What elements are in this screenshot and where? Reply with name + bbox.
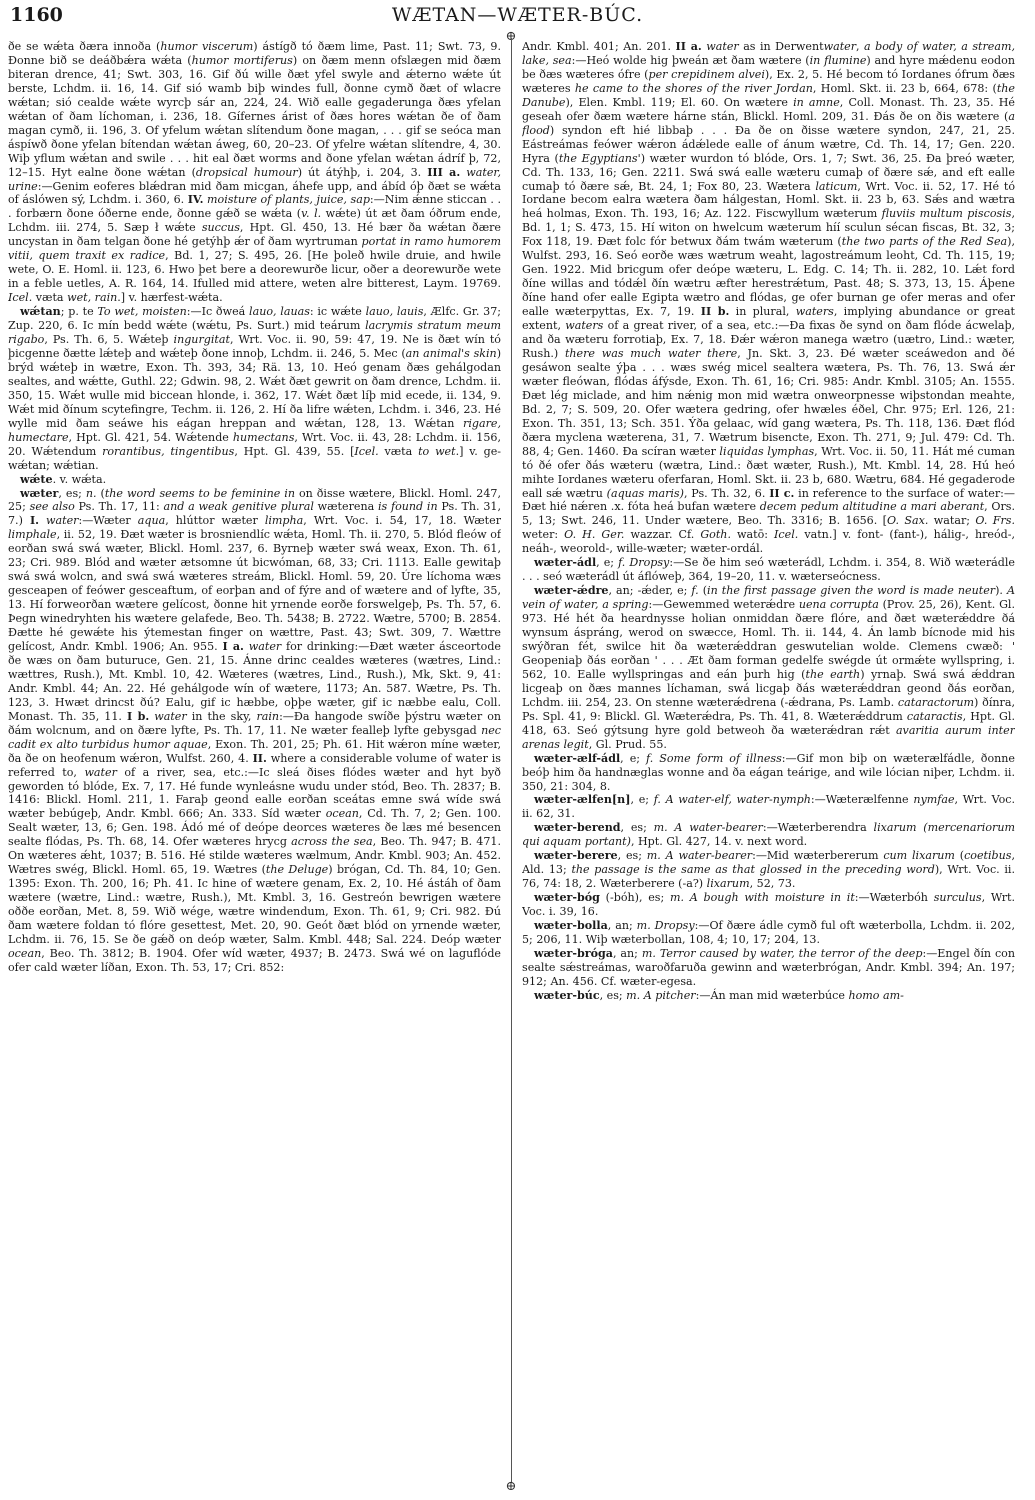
entry-text: :—Gif mon biþ on wæterælfádle, ðonne beóþ him ða handnæglas wonne and ða eágan teárige, and wile lócian niþer, Lchdm. ii. 350, 21: 304, 8. <box>522 751 1015 793</box>
dictionary-entry <box>522 584 1015 751</box>
gloss-text: fluviis multum piscosis <box>881 207 1012 221</box>
gloss-text: Some form of illness <box>659 751 782 765</box>
gloss-text: rain <box>256 709 280 723</box>
entry-text: ). <box>995 584 1007 598</box>
gloss-text: v. l. <box>301 207 322 221</box>
dictionary-entry <box>522 989 1015 1003</box>
headword: wæter-bolla <box>534 919 608 933</box>
headword: wæter-bróga <box>534 946 613 960</box>
column-rule <box>511 38 512 1483</box>
dictionary-entry <box>8 40 501 305</box>
entry-text: in reference to the surface of water:—Ðæt hié nǽren .x. fóta heá bufan wætere <box>522 486 1015 514</box>
entry-text: ) brógan, Cd. Th. 84, 10; Gen. 1395: Exon. Th. 200, 16; Ph. 41. Ic hine of wætere genam, Ex. 2, 10. Hé ástáh of ðam wætere (wætre, Lind.: wætre, Rush.), Mt. Kmbl. 3, 16. Gestreón bewrigen wætere oððe eorðan, Met. 8, 59. Wið wége, wætre windendum, Exon. Th. 61, 9; Cri. 982. Ðú ðam wætere foldan tó flóre gesettest, Met. 20, 90. Geót ðæt blód on yrnende wæter, Lchdm. ii. 76, 15. Se ðe gǽð on deóp wæter, Salm. Kmbl. 448; Sal. 224. Deóp wæter <box>8 863 501 946</box>
gloss-text: limphale <box>8 528 57 542</box>
gloss-text: m. <box>626 988 641 1002</box>
entry-text: , 52, 73. <box>749 877 796 891</box>
entry-text: , Ald. 13; <box>522 849 1015 877</box>
entry-text: , es; <box>599 988 627 1002</box>
entry-text: :—Mid wæterbererum <box>752 849 884 863</box>
gloss-text: the Egyptians' <box>558 151 641 165</box>
gloss-text: water <box>248 639 282 653</box>
entry-text: , e; <box>596 556 619 570</box>
entry-text: . v. wǽta. <box>52 472 107 486</box>
entry-text: , Cd. Th. 7, 2; Gen. 100. Sealt wæter, 13, 6; Gen. 198. Ádó mé of deópe deorces wæteres ðe læs mé besencen sealte flódas, Ps. Th. 68, 14. Ofer wæteres hrycg <box>8 807 501 849</box>
gloss-text: lauo, lauis <box>365 305 424 319</box>
gloss-text: laticum <box>815 179 858 193</box>
gloss-text: waters <box>565 319 604 333</box>
entry-text: :—Nim ǽnne sticcan . . . forbærn ðone óðerne ende, ðonne gǽð se wǽta ( <box>8 193 501 221</box>
gloss-text: to wet <box>418 444 456 458</box>
entry-text: , Exon. Th. 201, 25; Ph. 61. Hit wǽron míne wæter, ða ðe on heofenum wǽron, Wulfst. 260, 4. <box>8 737 501 765</box>
entry-text: :—Engel ðín con sealte sǽstreámas, waroðfaruða gewinn and wæterbrógan, Andr. Kmbl. 394; An. 197; 912; An. 456. Cf. wæter-egesa. <box>522 946 1015 988</box>
gloss-text: n. <box>85 486 97 500</box>
gloss-text: m. <box>669 891 684 905</box>
entry-text: , Hpt. Gl. 450, 13. Hé bær ða wǽtan ðære uncystan in ðam telgan ðone hé getýhþ ǽr of ðam wyrtruman <box>8 221 501 249</box>
headword: IV. <box>187 193 204 207</box>
entry-text: (Prov. 25, 26), Kent. Gl. 973. Hé hét ða heardnysse holian onmiddan ðære flóre, and ðæt wæterǽddre ðá wynsum áspráng, werod on swæcce, Homl. Th. ii. 144, 4. Án lamb bícnode mid his swýðran fét, swilce hit ða wæterǽddran geswutelian wolde. Clemens cwæð: ' Geopeniaþ ðás eorðan ' . . . Æt ðam forman gedelfe swégde út ormǽte wyllspring, i. 562, 10. Ealle wyllspringas and eán þurh hig ( <box>522 598 1015 681</box>
headword: wǽtan <box>20 305 61 319</box>
entry-text: , Jn. Skt. 3, 23. Ðé wæter sceáwedon and ðé gesáwon sealte ýþa . . . wæs swég micel sealtera wætera, Ps. Th. 76, 13. Swá ǽr wæter fleówan, flódas áfýsde, Exon. Th. 61, 16; Cri. 985: Andr. Kmbl. 3105; An. 1555. Ðæt lég miclade, and him nǽnig mon mid wætra onweorpnesse wiþstondan meahte, Bd. 2, 7; S. 509, 20. Ofer wætera gedring, ofer hwæles éðel, Chr. 975; Erl. 126, 21: Exon. Th. 351, 13; Sch. 351. Ýða gelaac, wíd gang wætera, Ps. Th. 118, 136. Ðæt flód ðæra myclena wæterena, 31, 7. Wætrum bisencte, Exon. Th. 271, 9; Jul. 479: Cd. Th. 88, 4; Gen. 1460. Ða scíran wæter <box>522 346 1015 458</box>
headword: II b. <box>700 305 730 319</box>
gloss-text: O. H. Ger. <box>564 528 625 542</box>
entry-text: væta <box>32 291 68 305</box>
gloss-text: Icel. <box>354 444 379 458</box>
headword: wǽte <box>20 472 53 486</box>
gloss-text: coetibus <box>964 849 1012 863</box>
entry-text: :—Wæter <box>78 514 138 528</box>
gloss-text: A water-bearer <box>674 821 763 835</box>
entry-text: (-bóh), es; <box>599 891 670 905</box>
gloss-text: A vein of water, a spring <box>522 584 1015 612</box>
entry-text: , es; <box>617 849 647 863</box>
gloss-text: To wet, moisten <box>97 305 187 319</box>
dictionary-entry <box>522 40 1015 556</box>
entry-text: , Wrt. Voc. ii. 43, 28: Lchdm. ii. 156, 20. Wǽtendum <box>8 430 501 458</box>
entry-text: on ðisse wætere, Blickl. Homl. 247, 25; <box>8 486 501 514</box>
gloss-text: surculus <box>933 891 982 905</box>
entry-text: , Wrt. Voc. i. 54, 17, 18. Wæter <box>303 514 501 528</box>
entry-text: :—Wæterælfenne <box>810 793 914 807</box>
entry-text: :—Wæterberendra <box>762 821 874 835</box>
gloss-text: humectans <box>232 430 295 444</box>
gloss-text: a body of water, a stream, lake, sea <box>522 40 1015 67</box>
gloss-text: ocean <box>8 946 42 960</box>
gloss-text: the two parts of the Red Sea <box>841 235 1008 249</box>
entry-text: , e; <box>620 751 647 765</box>
gloss-text: he came to the shores of the river Jordan <box>574 81 813 95</box>
gloss-text: water, urine <box>8 165 501 193</box>
entry-text: , an; <box>607 919 637 933</box>
entry-text: , Homl. Skt. ii. 23 b, 664, 678: ( <box>812 81 997 95</box>
gloss-text: Terror caused by water, the terror of the deep <box>659 946 923 960</box>
gloss-text: ocean <box>325 807 359 821</box>
entry-text: ( <box>954 849 965 863</box>
entry-text: ) syndon eft hié libbaþ . . . Ða ðe on ðisse wætere syndon, 247, 21, 25. Eástreámas feówer wǽron ádǽlede ealle of ánum wætre, Cd. Th. 14, 17; Gen. 220. Hyra ( <box>522 123 1015 165</box>
gloss-text: O. Sax. <box>887 514 929 528</box>
gloss-text: portat in ramo humorem vitii, quem traxit ex radice <box>8 235 501 263</box>
gloss-text: f. <box>691 584 699 598</box>
gloss-text: humor mortiferus <box>191 53 293 67</box>
gloss-text: cataractis <box>906 709 963 723</box>
gloss-text: in flumine <box>809 53 867 67</box>
entry-text: , Gl. Prud. 55. <box>588 737 667 751</box>
entry-text: weter: <box>522 528 565 542</box>
entry-text: , Wrt. Voc. ii. 50, 11. Hát mé cuman tó ðé ofer ðás wæteru (wætra, Lind.: ðæt wæter, Rush.), Mt. Kmbl. 14, 28. Hú heó mihte Iordanes wæteru oferfaran, Homl. Skt. ii. 23 b, 680. Wætru, 684. Hé gegaderode eall sǽ wætru <box>522 444 1015 500</box>
entry-text: ; p. te <box>60 305 98 319</box>
gloss-text: the passage is the same as that glossed in the preceding word <box>571 863 935 877</box>
entry-text: :—Án man mid wæterbúce <box>695 988 849 1002</box>
entry-text: ) ðínra, Ps. Spl. 41, 9: Blickl. Gl. Wæterǽdra, Ps. Th. 41, 8. Wæterǽddrum <box>522 695 1015 723</box>
entry-text: , an; -ǽder, e; <box>608 584 692 598</box>
entry-text: , Wrt. Voc. ii. 90, 59: 47, 19. Ne is ðæt wín tó þicgenne ðætte lǽteþ and wǽteþ ðone innoþ, Lchdm. ii. 246, 5. Mec ( <box>8 333 501 360</box>
registration-mark-bottom-icon: ⊕ <box>505 1479 517 1494</box>
entry-text: , <box>856 40 865 53</box>
entry-text: watar; <box>928 514 976 528</box>
entry-text: for drinking:—Ðæt wæter ásceortode ðe wæs on ðam buturuce, Gen. 21, 15. Ánne drinc cealdes wæteres (wætres, Lind.: wættres, Rush.), Mt. Kmbl. 10, 42. Wæteres (wætres, Lind., Rush.), Mk, Skt. 9, 41: Andr. Kmbl. 44; An. 22. Hé gehálgode wín of wætere, 1173; An. 587. Wætre, Ps. Th. 123, 3. Hwæt drincst ðú? Ealu, gif ic hæbbe, oþþe wæter, gif ic næbbe ealu, Coll. Monast. Th. 35, 11. <box>8 639 501 723</box>
gloss-text: in amne <box>793 95 840 109</box>
gloss-text: nymfae <box>913 793 955 807</box>
left-column <box>8 40 501 1478</box>
dictionary-entry <box>522 947 1015 989</box>
entry-text: watō: <box>730 528 775 542</box>
entry-text: , Beo. Th. 3812; B. 1904. Ofer wíd wæter, 4937; B. 2473. Swá wé on laguflóde ofer cald wæter líðan, Exon. Th. 53, 17; Cri. 852: <box>8 946 501 974</box>
headword: I. <box>29 514 39 528</box>
gloss-text: humor viscerum <box>160 40 254 53</box>
entry-text: , an; <box>612 946 642 960</box>
headword: I b. <box>127 709 150 723</box>
gloss-text: A pitcher <box>643 988 696 1002</box>
entry-text: :—Gewemmed weterǽdre <box>648 598 799 612</box>
headword: II a. <box>675 40 702 53</box>
dictionary-entry <box>522 821 1015 849</box>
headword: wæter-berend <box>534 821 621 835</box>
registration-mark-top-icon: ⊕ <box>505 29 517 44</box>
gloss-text: m. <box>653 821 668 835</box>
entry-text: :—Heó wolde hig þweán æt ðam wætere ( <box>571 53 810 67</box>
page-number: 1160 <box>10 4 63 26</box>
entry-text: , Bd. 1, 1; S. 473, 15. Hí witon on hwelcum wæterum híí sculun sécan fiscas, Bt. 32, 3; Fox 118, 19. Ðæt folc fór betwux ðám twám wæterum ( <box>522 207 1015 249</box>
gloss-text: is found in <box>377 500 438 514</box>
dictionary-entry <box>8 473 501 487</box>
gloss-text: limpha <box>264 514 304 528</box>
entry-text: , es; <box>620 821 654 835</box>
gloss-text: lixarum <box>706 877 750 891</box>
dictionary-entry <box>522 891 1015 919</box>
gloss-text: moisture of plants, juice, sap <box>207 193 370 207</box>
entry-text: , Wrt. Voc. i. 39, 16. <box>522 891 1015 919</box>
gloss-text: wet, rain <box>67 291 118 305</box>
headword: wæter-ǽdre <box>534 584 609 598</box>
entry-text: :—Wæterbóh <box>854 891 934 905</box>
entry-text: ) yrnaþ. Swá swá ǽddran licgeaþ on ðæs mannes líchaman, swá licgaþ ðás wæterǽddran geond ðás eorðan, Lchdm. iii. 254, 23. On stenne wæterǽdrena (-ǽdrana, Ps. Lamb. <box>522 667 1015 709</box>
gloss-text: water <box>706 40 739 53</box>
dictionary-entry <box>522 793 1015 821</box>
entry-text: where a considerable volume of water is referred to, <box>8 751 501 779</box>
right-column <box>522 40 1015 1478</box>
headword: I a. <box>222 639 244 653</box>
entry-text: ) on ðæm menn ofslægen mid ðæm biteran drence, 41; Swt. 303, 16. Gif ðú wille ðæt yfel swyle and ǽterno wǽte út berste, Lchdm. ii. 16, 14. Gif sió wamb biþ windes full, ðonne cymð ðæt of wlacre wǽtan; sió cealde wǽte wyrcþ sár an, 224, 24. Wið ealle gegaderunga ðæs yfelan wǽtan of ðam líchoman, i. 236, 18. Gífernes árist of ðæs hores wǽtan ðe of ðam magan cymð, ii. 196, 3. Of yfelum wǽtan slítendum ðone magan, . . . gif se seóca man áspíwð ðone yfelan bítendan wǽtan áweg, 60, 20–23. Of yfelre wǽtan slítendre, 4, 30. Wiþ yflum wǽtan and swile . . . hit eal ðæt worms and ðone yfelan wǽtan ádríf þ, 72, 12–15. Hyt ealne ðone wǽtan ( <box>8 53 501 179</box>
dictionary-entry <box>8 487 501 975</box>
gloss-text: an animal's skin <box>405 346 497 360</box>
headword: wæter-bóg <box>534 891 600 905</box>
gloss-text: lacrymis stratum meum rigabo <box>8 319 501 347</box>
gloss-text: across the sea <box>291 835 373 849</box>
gloss-text: f. <box>618 556 626 570</box>
gloss-text: liquidas lymphas <box>719 444 815 458</box>
gloss-text: see also <box>29 500 75 514</box>
entry-text <box>39 514 46 527</box>
gloss-text: the Danube <box>522 81 1015 109</box>
headword: II. <box>252 751 267 765</box>
gloss-text: A bough with moisture in it <box>689 891 855 905</box>
headword: wæter-berere <box>534 849 618 863</box>
gloss-text: cum lixarum <box>883 849 955 863</box>
entry-text: .] v. ge-wǽtan; wǽtian. <box>8 444 501 472</box>
entry-text: ), Wrt. Voc. ii. 76, 74: 18, 2. Wæterberere (-a?) <box>522 863 1015 891</box>
entry-text: ) út átýhþ, i. 204, 3. <box>297 165 428 179</box>
entry-text: ) ástígð tó ðæm lime, Past. 11; Swt. 73, 9. Ðonne bið se deáðbǽra wǽta ( <box>8 40 501 67</box>
entry-text: , Ps. Th. 32, 6. <box>683 486 770 500</box>
gloss-text: A water-elf, water-nymph <box>665 793 811 807</box>
gloss-text: (aquas maris) <box>606 486 684 500</box>
gloss-text: homo am- <box>848 988 904 1002</box>
entry-text: :—Se ðe him seó wæterádl, Lchdm. i. 354, 8. Wið wæterádle . . . seó wæterádl út áflóweþ, 364, 19–20, 11. v. wæterseócness. <box>522 556 1015 584</box>
gloss-text: f. <box>646 751 654 765</box>
gloss-text: water <box>823 40 857 53</box>
entry-text: in the sky, <box>186 709 257 723</box>
gloss-text: m. <box>641 946 656 960</box>
entry-text: , Ors. 5, 13; Swt. 246, 11. Under wætere, Beo. Th. 3316; B. 1656. [ <box>522 500 1015 528</box>
entry-text: , Hpt. Gl. 418, 63. Seó gýtsung hyre gold betweoh ða wæterǽdran rǽt <box>522 709 1015 737</box>
gloss-text: A water-bearer <box>665 849 753 863</box>
entry-text: wǽte) út æt ðam óðrum ende, Lchdm. iii. 274, 5. Sæp ł wǽte <box>8 207 501 235</box>
gloss-text: the earth <box>805 667 861 681</box>
entry-text: Ps. Th. 31, 7.) <box>8 500 501 528</box>
entry-text: : ic wǽte <box>309 305 366 319</box>
gloss-text: decem pedum altitudine a mari aberant <box>759 500 985 514</box>
entry-text: ), Ex. 2, 5. Hé becom tó Iordanes ófrum ðæs wæteres <box>522 67 1015 95</box>
gloss-text: water <box>84 765 117 779</box>
gloss-text: lixarum (mercenariorum qui aquam portant) <box>522 821 1015 849</box>
running-head: WÆTAN—WÆTER-BÚC. <box>391 4 644 26</box>
entry-text: , Wrt. Voc. ii. 62, 31. <box>522 793 1015 821</box>
entry-text: , Ælfc. Gr. 37; Zup. 220, 6. Ic mín bedd wǽte (wǽtu, Ps. Surt.) mid teárum <box>8 305 501 333</box>
entry-text: , ii. 52, 19. Ðæt wæter is brosniendlíc wǽta, Homl. Th. ii. 270, 5. Blód fleów of eorðan swá swá wæter, Blickl. Homl. 237, 6. Byrneþ wæter swá weax, Exon. Th. 61, 23; Cri. 989. Blód and wæter ætsomne út bicwóman, 68, 33; Cri. 1113. Ealle gewitaþ swá swá wolcn, and swá swá wæteres streám, Blickl. Homl. 59, 20. Úre líchoma wæs gesceapen of feówer gesceaftum, of eorþan and of fýre and of wætere and of lyfte, 35, 13. Hí forweorðan wætere gelícost, ðonne hit yrnende eorðe forswelgeþ, Ps. Th. 57, 6. Þegn winedryhten his wætere gelafede, Beo. Th. 5438; B. 2722. Wætre, 5700; B. 2854. Ðætte hé gewǽte his ýtemestan finger on wættre, Past. 43; Swt. 309, 7. Wættre gelícost, Andr. Kmbl. 1906; An. 955. <box>8 528 501 653</box>
dictionary-entry <box>8 305 501 472</box>
gloss-text: and a weak genitive plural <box>163 500 314 514</box>
headword: wæter <box>20 486 59 500</box>
gloss-text: ingurgitat <box>173 333 230 347</box>
gloss-text: the Deluge <box>265 863 329 877</box>
gloss-text: water <box>46 514 79 528</box>
gloss-text: O. Frs. <box>975 514 1015 528</box>
gloss-text: dropsical humour <box>195 165 298 179</box>
entry-text: væta <box>378 444 419 458</box>
gloss-text: per crepidinem alvei <box>648 67 765 81</box>
headword: wæter-búc <box>534 988 600 1002</box>
entry-text: :—Of ðære ádle cymð ful oft wæterbolla, Lchdm. ii. 202, 5; 206, 11. Wiþ wæterbollan, 108, 4; 10, 17; 204, 13. <box>522 919 1015 946</box>
gloss-text: aqua <box>137 514 166 528</box>
gloss-text: Icel. <box>8 291 33 305</box>
headword: III a. <box>427 165 461 179</box>
entry-text: , Bd. 1, 27; S. 495, 26. [He þoleð hwile druie, and hwile wete, O. E. Homl. ii. 123, 6. Hwo þet bere a deorewurðe licur, oðer a deorewurðe wete in a feble uetles, A. R. 164, 14. Ifulled mid attere, weten alre bitterest, Laym. 19769. <box>8 249 501 291</box>
entry-text: ( <box>96 486 105 500</box>
gloss-text: avaritia aurum inter arenas legit <box>522 723 1015 751</box>
entry-text: ðe se wǽta ðæra innoða ( <box>8 40 161 53</box>
entry-text: , hlúttor wæter <box>165 514 265 528</box>
entry-text: wazzar. Cf. <box>624 528 701 542</box>
entry-text: , implying abundance or great extent, <box>522 305 1015 333</box>
gloss-text: m. <box>646 849 661 863</box>
entry-text: , Hpt. Gl. 439, 55. [ <box>234 444 355 458</box>
entry-text: ) brýd wǽteþ in wætre, Exon. Th. 393, 34; Rä. 13, 10. Heó genam ðæs gehálgodan sealtes, and wǽtte, Guthl. 22; Gdwin. 98, 2. Wǽt ðæt gewrit on ðam drence, Lchdm. ii. 350, 15. Wǽt wulle mid biccean hlonde, i. 362, 17. Wǽt ðæt líþ mid ecede, ii. 134, 9. Wǽt mid ðínum scytefingre, Techm. ii. 126, 2. Hí ða lifre wǽten, Lchdm. i. 346, 23. Hé wylle mid ðam seáwe his eágan hreppan and wǽtan, 128, 13. Wǽtan <box>8 346 501 430</box>
entry-text: as in Derwent <box>738 40 824 53</box>
gloss-text: nec cadit ex alto turbidus humor aquae <box>8 723 501 751</box>
entry-text: wæterena <box>313 500 378 514</box>
gloss-text: Goth. <box>700 528 731 542</box>
gloss-text: Dropsy <box>629 556 670 570</box>
headword: wæter-ælf-ádl <box>534 751 621 765</box>
entry-text: ( <box>698 584 708 598</box>
gloss-text: Icel. <box>774 528 799 542</box>
gloss-text: uena corrupta <box>798 598 879 612</box>
dictionary-entry <box>522 849 1015 891</box>
gloss-text: there was much water there <box>564 346 738 360</box>
entry-text: Andr. Kmbl. 401; An. 201. <box>522 40 676 53</box>
entry-text: .] v. hærfest-wǽta. <box>117 291 223 305</box>
gloss-text: f. <box>653 793 661 807</box>
gloss-text: lauo, lauas <box>249 305 310 319</box>
gloss-text: in the first passage given the word is made neuter <box>707 584 996 598</box>
gloss-text: water <box>154 709 187 723</box>
entry-text: , Hpt. Gl. 427, 14. v. next word. <box>630 835 808 849</box>
gloss-text: cataractorum <box>897 695 975 709</box>
gloss-text: Dropsy <box>654 919 695 933</box>
headword: II c. <box>769 486 795 500</box>
dictionary-entry <box>522 556 1015 584</box>
entry-text: , Beo. Th. 947; B. 471. On wæteres ǽht, 1037; B. 516. Hé stilde wæteres wælmum, Andr. Kmbl. 903; An. 452. Wætres swég, Blickl. Homl. 65, 19. Wætres ( <box>8 835 501 877</box>
entry-text: :—Ða hangode swíðe þýstru wæter on ðám wolcnum, and on ðære lyfte, Ps. Th. 17, 11. Ne wæter fealleþ lyfte gebysgad <box>8 709 501 737</box>
entry-text: :—Ic ðweá <box>186 305 250 319</box>
entry-text: :—Genim eoferes blǽdran mid ðam micgan, áhefe upp, and ábíd óþ ðæt se wǽta of áslówen sý, Lchdm. i. 360, 6. <box>8 179 501 207</box>
entry-text: ), Wulfst. 293, 16. Seó eorðe wæs wætrum weaht, lagostreámum leoht, Cd. Th. 115, 19; Gen. 1922. Mid bricgum ofer deópe wæteru, L. Edg. C. 14; Th. ii. 282, 10. Lǽt ford ðíne willas and tódǽl ðín wætru æfter herestrǽtum, Past. 48; S. 373, 13, 15. Áþene ðíne hand ofer ealle Egipta wætro and flódas, ge ofer burnan ge ofer meras and ofer ealle wæterpyttas, Ex. 7, 19. <box>522 235 1015 319</box>
entry-text: , es; <box>58 486 86 500</box>
entry-text: ) wæter wurdon tó blóde, Ors. 1, 7; Swt. 36, 25. Ða þreó wæter, Cd. Th. 133, 16; Gen. 2211. Swá swá ealle wæteru cumaþ of ðære sǽ, and eft ealle cumaþ tó ðære sǽ, Bt. 24, 1; Fox 80, 23. Wætera <box>522 151 1015 193</box>
gloss-text: rigare, humectare <box>8 416 501 444</box>
entry-text: vatn.] v. font- (fant-), hálig-, hreód-, neáh-, weorold-, wille-wæter; wæter-ordál. <box>522 528 1015 556</box>
entry-text: , Hpt. Gl. 421, 54. Wǽtende <box>68 430 233 444</box>
entry-text: , Wrt. Voc. ii. 52, 17. Hé tó Iordane becom ealra wætera ðam hálgestan, Homl. Skt. ii. 23 b, 63. Sǽs and wætra heá holmas, Exon. Th. 193, 16; Az. 122. Fiscwyllum wæterum <box>522 179 1015 221</box>
entry-text: in plural, <box>729 305 796 319</box>
gloss-text: succus <box>201 221 240 235</box>
entry-text: , e; <box>630 793 654 807</box>
gloss-text: waters <box>795 305 834 319</box>
entry-text: ) and hyre mǽdenu eodon be ðæs wæteres ófre ( <box>522 53 1015 81</box>
entry-text: , Coll. Monast. Th. 23, 35. Hé geseah ofer ðæm wætere hárne stán, Blickl. Homl. 209, 31. Ðás ðe on ðis wætere ( <box>522 95 1015 123</box>
gloss-text: the word seems to be feminine in <box>104 486 295 500</box>
gloss-text: a flood <box>522 109 1015 137</box>
headword: wæter-ælfen[n] <box>534 793 631 807</box>
gloss-text: m. <box>636 919 651 933</box>
gloss-text: rorantibus, tingentibus <box>102 444 235 458</box>
dictionary-entry <box>522 752 1015 794</box>
dictionary-entry <box>522 919 1015 947</box>
entry-text: , Ps. Th. 6, 5. Wǽteþ <box>44 333 174 347</box>
entry-text: Ps. Th. 17, 11: <box>74 500 164 514</box>
headword: wæter-ádl <box>534 556 597 570</box>
entry-text: of a river, sea, etc.:—Ic sleá ðises flódes wæter and hyt byð geworden tó blóde, Ex. 7, 17. Hé funde wynleásne wudu under stód, Beo. Th. 2837; B. 1416: Blickl. Homl. 211, 1. Faraþ geond ealle eorðan sceátas emne swá wíde swá wæter bebúgeþ, Andr. Kmbl. 666; An. 333. Síd wæter <box>8 765 501 821</box>
entry-text: of a great river, of a sea, etc.:—Ða fixas ðe synd on ðam flóde ácwelaþ, and ða wæteru forrotiaþ, Ex. 7, 18. Ðǽr wǽron manega wætro (uætro, Lind.: wæter, Rush.) <box>522 319 1015 360</box>
entry-text: ), Elen. Kmbl. 119; El. 60. On wætere <box>565 95 794 109</box>
